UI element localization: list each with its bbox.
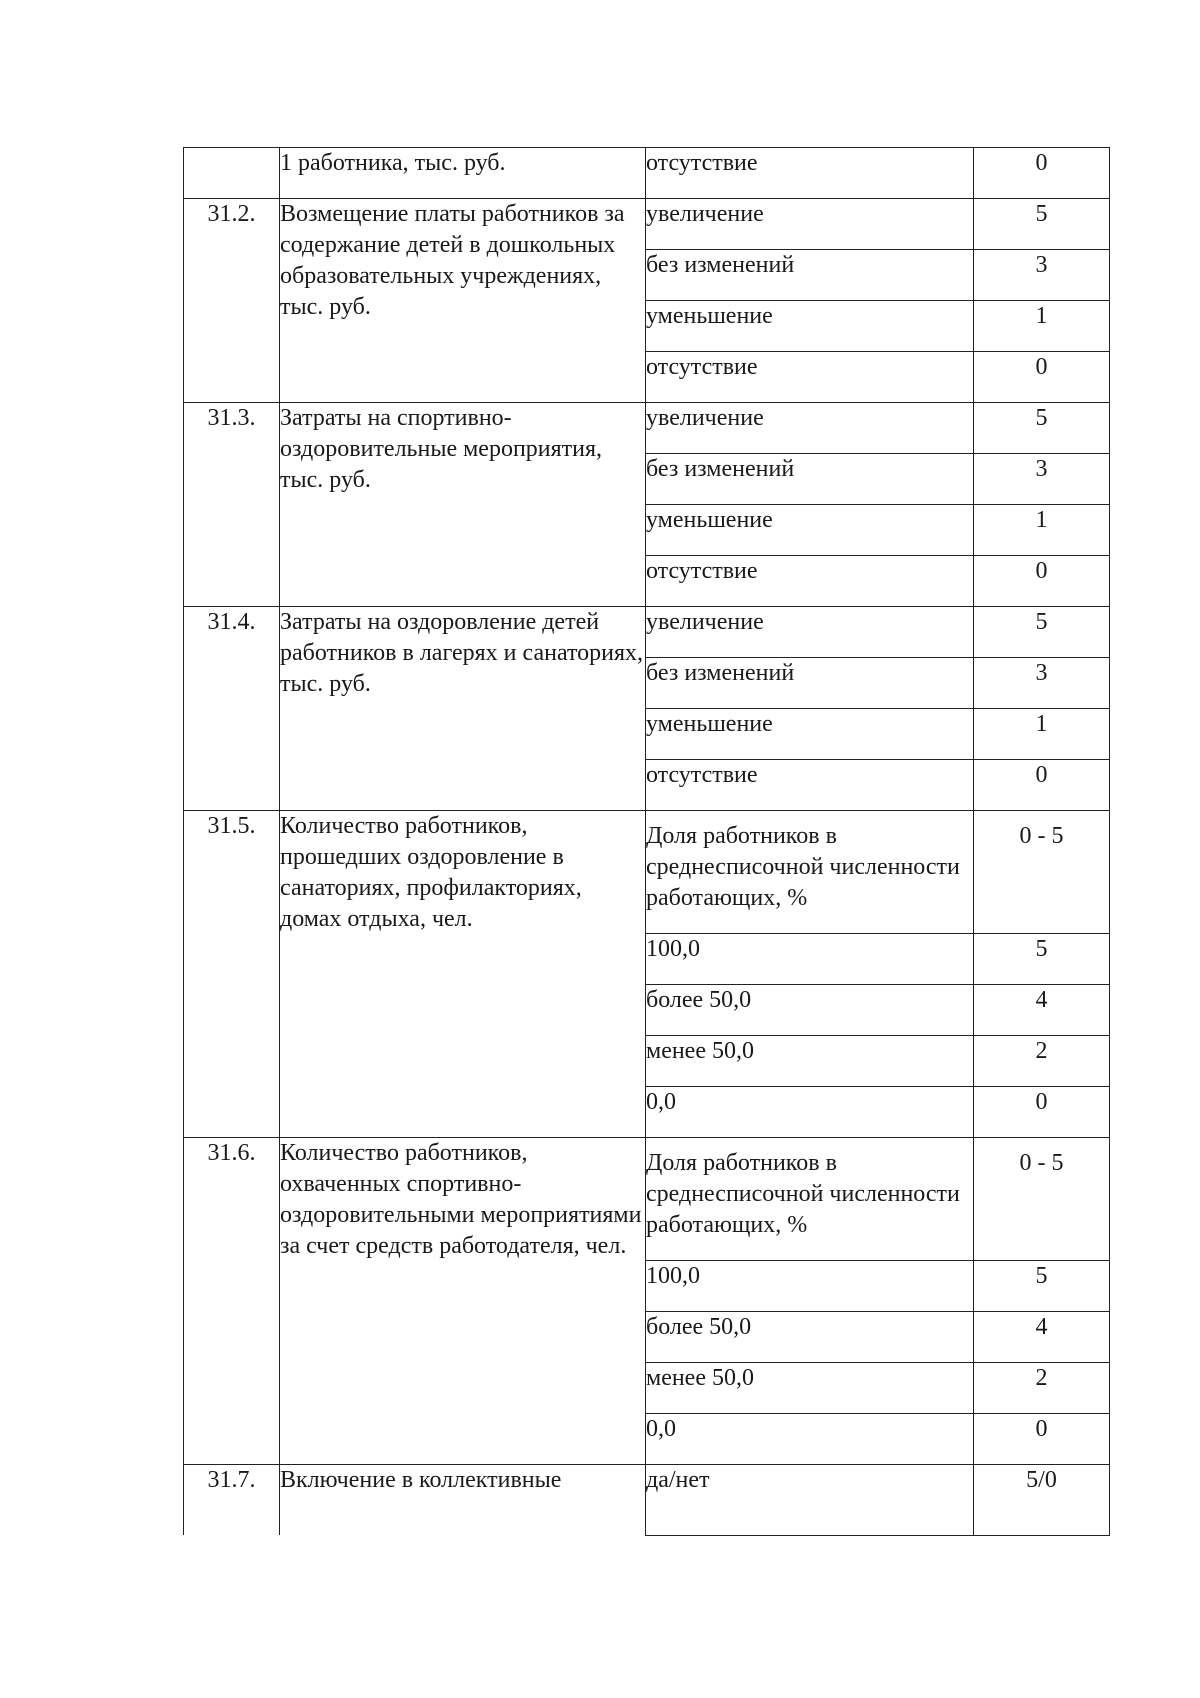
points-value: 5 xyxy=(974,199,1110,250)
change-option: 0,0 xyxy=(646,1414,974,1465)
points-value: 5/0 xyxy=(974,1465,1110,1536)
points-value: 2 xyxy=(974,1036,1110,1087)
points-value: 3 xyxy=(974,658,1110,709)
change-option: увеличение xyxy=(646,199,974,250)
points-value: 0 xyxy=(974,760,1110,811)
change-option: более 50,0 xyxy=(646,985,974,1036)
indicator-name: 1 работника, тыс. руб. xyxy=(280,148,646,199)
change-option: отсутствие xyxy=(646,556,974,607)
criteria-table xyxy=(183,147,1110,1536)
change-option: да/нет xyxy=(646,1465,974,1536)
table-row xyxy=(184,148,1110,199)
points-value: 4 xyxy=(974,1312,1110,1363)
points-value: 0 xyxy=(974,556,1110,607)
points-value: 3 xyxy=(974,454,1110,505)
change-option: 100,0 xyxy=(646,1261,974,1312)
change-option: менее 50,0 xyxy=(646,1036,974,1087)
points-value: 0 - 5 xyxy=(974,811,1110,934)
change-option: более 50,0 xyxy=(646,1312,974,1363)
indicator-name: Количество работников, охваченных спортивно-оздоровительными мероприятиями за счет средств работодателя, чел. xyxy=(280,1138,646,1465)
indicator-name: Затраты на оздоровление детей работников в лагерях и санаториях, тыс. руб. xyxy=(280,607,646,811)
indicator-name: Затраты на спортивно-оздоровительные мероприятия, тыс. руб. xyxy=(280,403,646,607)
change-option: уменьшение xyxy=(646,301,974,352)
item-number: 31.5. xyxy=(184,811,280,1138)
table-row xyxy=(184,811,1110,934)
item-number xyxy=(184,148,280,199)
points-value: 0 - 5 xyxy=(974,1138,1110,1261)
points-value: 1 xyxy=(974,505,1110,556)
indicator-name: Количество работников, прошедших оздоровление в санаториях, профилакториях, домах отдыха, чел. xyxy=(280,811,646,1138)
points-value: 0 xyxy=(974,352,1110,403)
change-option: уменьшение xyxy=(646,709,974,760)
change-option: Доля работников в среднесписочной численности работающих, % xyxy=(646,1138,974,1261)
table-row xyxy=(184,607,1110,658)
change-option: отсутствие xyxy=(646,760,974,811)
points-value: 3 xyxy=(974,250,1110,301)
change-option: Доля работников в среднесписочной численности работающих, % xyxy=(646,811,974,934)
change-option: 100,0 xyxy=(646,934,974,985)
points-value: 0 xyxy=(974,1087,1110,1138)
item-number: 31.4. xyxy=(184,607,280,811)
item-number: 31.2. xyxy=(184,199,280,403)
change-option: отсутствие xyxy=(646,148,974,199)
item-number: 31.3. xyxy=(184,403,280,607)
points-value: 2 xyxy=(974,1363,1110,1414)
item-number: 31.7. xyxy=(184,1465,280,1536)
indicator-name: Возмещение платы работников за содержание детей в дошкольных образовательных учреждениях, тыс. руб. xyxy=(280,199,646,403)
change-option: менее 50,0 xyxy=(646,1363,974,1414)
points-value: 1 xyxy=(974,709,1110,760)
change-option: увеличение xyxy=(646,607,974,658)
change-option: уменьшение xyxy=(646,505,974,556)
item-number: 31.6. xyxy=(184,1138,280,1465)
table-row xyxy=(184,199,1110,250)
change-option: без изменений xyxy=(646,658,974,709)
change-option: увеличение xyxy=(646,403,974,454)
table-row xyxy=(184,1138,1110,1261)
indicator-name: Включение в коллективные xyxy=(280,1465,646,1536)
table-row xyxy=(184,403,1110,454)
table-row xyxy=(184,1465,1110,1536)
change-option: отсутствие xyxy=(646,352,974,403)
points-value: 0 xyxy=(974,1414,1110,1465)
criteria-table-body xyxy=(184,148,1110,1536)
points-value: 0 xyxy=(974,148,1110,199)
change-option: без изменений xyxy=(646,454,974,505)
points-value: 5 xyxy=(974,607,1110,658)
points-value: 5 xyxy=(974,403,1110,454)
points-value: 1 xyxy=(974,301,1110,352)
change-option: 0,0 xyxy=(646,1087,974,1138)
points-value: 4 xyxy=(974,985,1110,1036)
points-value: 5 xyxy=(974,1261,1110,1312)
change-option: без изменений xyxy=(646,250,974,301)
points-value: 5 xyxy=(974,934,1110,985)
